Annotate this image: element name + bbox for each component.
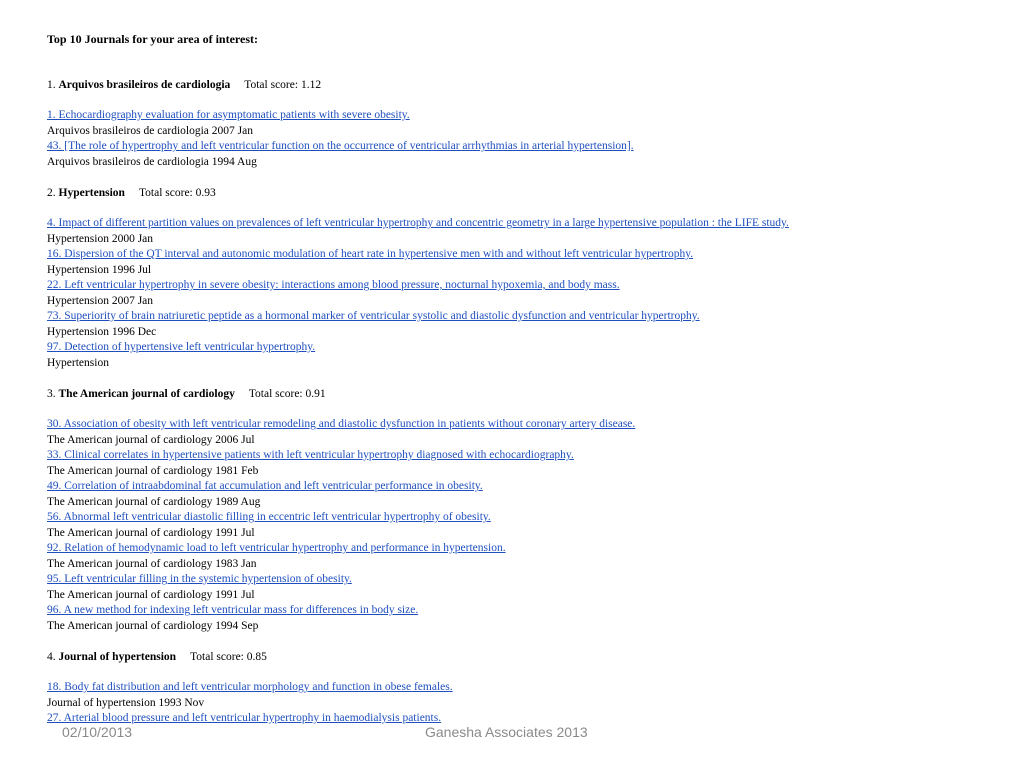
article-source: The American journal of cardiology 1981 Feb (47, 464, 259, 477)
journal-score: Total score: 0.93 (138, 187, 216, 199)
article-item (47, 309, 1007, 340)
article-link[interactable]: 18. Body fat distribution and left ventricular morphology and function in obese females. (47, 681, 453, 693)
article-item (47, 572, 1007, 603)
journal-rank: 2. (47, 187, 56, 199)
article-link[interactable]: 22. Left ventricular hypertrophy in severe obesity: interactions among blood pressure, nocturnal hypoxemia, and body mass. (47, 279, 620, 291)
article-source: The American journal of cardiology 1989 Aug (47, 495, 261, 508)
article-list (47, 417, 1007, 634)
article-source: The American journal of cardiology 2006 Jul (47, 433, 255, 446)
journal-heading (47, 649, 1007, 665)
journal-heading (47, 386, 1007, 402)
footer-copyright: Ganesha Associates 2013 (425, 724, 588, 740)
article-link[interactable]: 97. Detection of hypertensive left ventricular hypertrophy. (47, 341, 316, 353)
article-source: The American journal of cardiology 1994 Sep (47, 619, 259, 632)
article-link[interactable]: 95. Left ventricular filling in the systemic hypertension of obesity. (47, 573, 352, 585)
article-link[interactable]: 96. A new method for indexing left ventricular mass for differences in body size. (47, 604, 419, 616)
article-link[interactable]: 43. [The role of hypertrophy and left ventricular function on the occurrence of ventricular arrhythmias in arterial hypertension]. (47, 140, 634, 152)
article-item (47, 510, 1007, 541)
article-link[interactable]: 56. Abnormal left ventricular diastolic filling in eccentric left ventricular hypertrophy of obesity. (47, 511, 491, 523)
article-source: Hypertension 1996 Dec (47, 325, 157, 338)
article-source: The American journal of cardiology 1991 Jul (47, 588, 255, 601)
article-source: The American journal of cardiology 1991 Jul (47, 526, 255, 539)
page-title: Top 10 Journals for your area of interest: (47, 32, 259, 46)
article-list (47, 108, 1007, 170)
article-source: Arquivos brasileiros de cardiologia 1994 Aug (47, 155, 257, 168)
article-list (47, 216, 1007, 371)
article-item (47, 680, 1007, 711)
article-item (47, 448, 1007, 479)
article-item (47, 417, 1007, 448)
article-source: Hypertension 2007 Jan (47, 294, 154, 307)
article-link[interactable]: 92. Relation of hemodynamic load to left ventricular hypertrophy and performance in hypertension. (47, 542, 506, 554)
journal-list (47, 77, 1007, 727)
article-link[interactable]: 1. Echocardiography evaluation for asymptomatic patients with severe obesity. (47, 109, 410, 121)
article-list (47, 680, 1007, 727)
journal-name: Hypertension (58, 187, 125, 199)
article-item (47, 603, 1007, 634)
article-source: Arquivos brasileiros de cardiologia 2007 Jan (47, 124, 253, 137)
article-item (47, 278, 1007, 309)
article-item (47, 247, 1007, 278)
footer-date: 02/10/2013 (62, 724, 133, 740)
article-item (47, 541, 1007, 572)
article-item (47, 479, 1007, 510)
article-item (47, 216, 1007, 247)
journal-rank: 4. (47, 651, 56, 663)
journal-name: Journal of hypertension (58, 651, 177, 663)
article-link[interactable]: 73. Superiority of brain natriuretic peptide as a hormonal marker of ventricular systolic and diastolic dysfunction and ventricular hypertrophy. (47, 310, 700, 322)
journal-heading (47, 77, 1007, 93)
journal-rank: 3. (47, 388, 56, 400)
article-link[interactable]: 30. Association of obesity with left ventricular remodeling and diastolic dysfunction in patients without coronary artery disease. (47, 418, 636, 430)
article-item (47, 139, 1007, 170)
journal-heading (47, 185, 1007, 201)
article-source: Hypertension 1996 Jul (47, 263, 152, 276)
journal-score: Total score: 0.91 (248, 388, 326, 400)
document-body (47, 31, 1007, 742)
journal-rank: 1. (47, 79, 56, 91)
article-link[interactable]: 33. Clinical correlates in hypertensive patients with left ventricular hypertrophy diagnosed with echocardiography. (47, 449, 574, 461)
article-link[interactable]: 4. Impact of different partition values on prevalences of left ventricular hypertrophy and concentric geometry in a large hypertensive population : the LIFE study. (47, 217, 789, 229)
article-link[interactable]: 27. Arterial blood pressure and left ventricular hypertrophy in haemodialysis patients. (47, 712, 442, 724)
article-source: Journal of hypertension 1993 Nov (47, 696, 205, 709)
journal-name: The American journal of cardiology (58, 388, 235, 400)
article-item (47, 340, 1007, 371)
journal-name: Arquivos brasileiros de cardiologia (58, 79, 231, 91)
article-link[interactable]: 49. Correlation of intraabdominal fat accumulation and left ventricular performance in obesity. (47, 480, 483, 492)
article-link[interactable]: 16. Dispersion of the QT interval and autonomic modulation of heart rate in hypertensive men with and without left ventricular hypertrophy. (47, 248, 694, 260)
article-source: The American journal of cardiology 1983 Jan (47, 557, 257, 570)
journal-score: Total score: 0.85 (190, 651, 267, 663)
article-source: Hypertension 2000 Jan (47, 232, 154, 245)
article-item (47, 108, 1007, 139)
article-source: Hypertension (47, 356, 109, 369)
journal-score: Total score: 1.12 (244, 79, 322, 91)
